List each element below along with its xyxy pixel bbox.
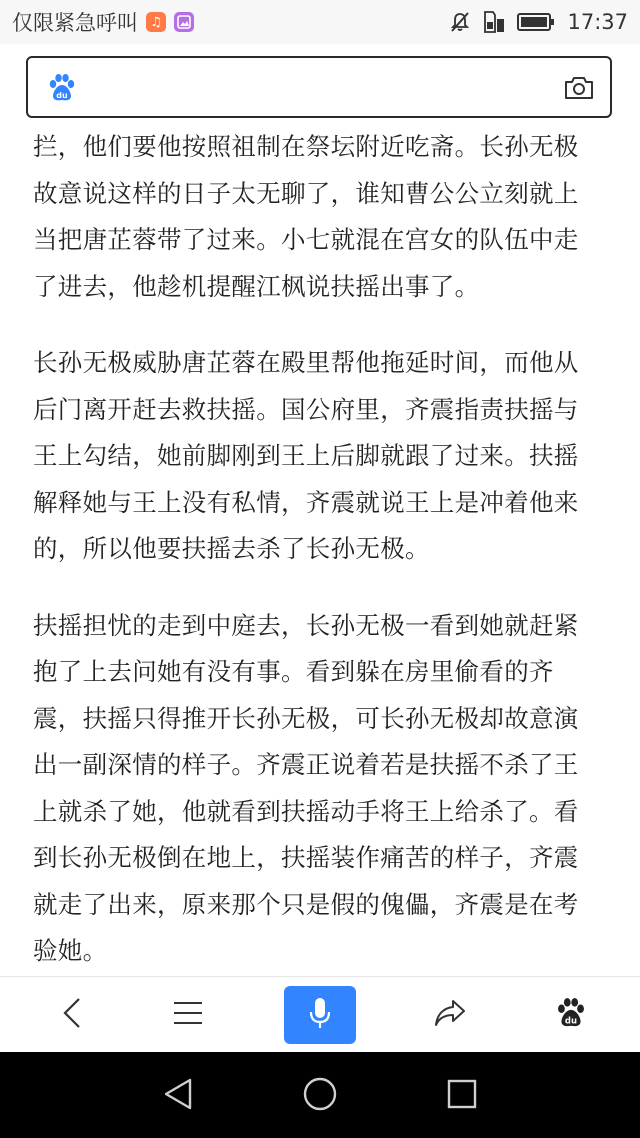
bottom-toolbar [0,976,640,1053]
gallery-app-icon [174,12,194,32]
nav-recents-button[interactable] [440,1074,484,1118]
nav-back-button[interactable] [156,1074,200,1118]
article-paragraph: 拦，他们要他按照祖制在祭坛附近吃斋。长孙无极故意说这样的日子太无聊了，谁知曹公公立刻就上当把唐芷蓉带了过来。小七就混在宫女的队伍中走了进去，他趁机提醒江枫说扶摇出事了。 [33,132,579,301]
status-left [12,0,194,44]
nav-recents-icon [446,1078,478,1114]
nav-back-icon [162,1077,194,1115]
status-right [449,0,628,44]
clock-time: 17:37 [567,10,628,34]
navigation-bar [0,1052,640,1138]
baidu-home-button[interactable] [531,977,611,1053]
article-paragraph: 扶摇担忧的走到中庭去，长孙无极一看到她就赶紧抱了上去问她有没有事。看到躲在房里偷看的齐震，扶摇只得推开长孙无极，可长孙无极却故意演出一副深情的样子。齐震正说着若是扶摇不杀了王上就杀了她，他就看到扶摇动手将王上给杀了。看到长孙无极倒在地上，扶摇装作痛苦的样子，齐震就走了出来，原来那个只是假的傀儡，齐震是在考验她。 [33,610,579,965]
share-icon [433,998,467,1032]
svg-text:du: du [56,91,68,100]
baidu-paw-icon[interactable] [46,72,78,108]
svg-text:du: du [564,1016,578,1027]
nav-home-button[interactable] [298,1074,342,1118]
voice-search-button[interactable] [284,986,356,1044]
share-button[interactable] [410,977,490,1053]
microphone-icon [308,996,332,1034]
music-app-icon: ♫ [146,12,166,32]
mute-icon [449,11,471,33]
back-icon [61,996,83,1034]
battery-icon [517,12,555,32]
nav-home-icon [302,1076,338,1116]
sim-icon [483,10,505,34]
menu-button[interactable] [148,977,228,1053]
article-body [33,124,593,974]
search-bar[interactable] [26,56,612,118]
menu-icon [173,1000,203,1030]
carrier-text: 仅限紧急呼叫 [12,11,138,35]
status-bar [0,0,640,44]
article-paragraph: 长孙无极威胁唐芷蓉在殿里帮他拖延时间，而他从后门离开赶去救扶摇。国公府里，齐震指责扶摇与王上勾结，她前脚刚到王上后脚就跟了过来。扶摇解释她与王上没有私情，齐震就说王上是冲着他来的，所以他要扶摇去杀了长孙无极。 [33,348,579,563]
back-button[interactable] [32,977,112,1053]
baidu-paw-icon [554,996,588,1034]
camera-icon[interactable] [564,74,594,106]
